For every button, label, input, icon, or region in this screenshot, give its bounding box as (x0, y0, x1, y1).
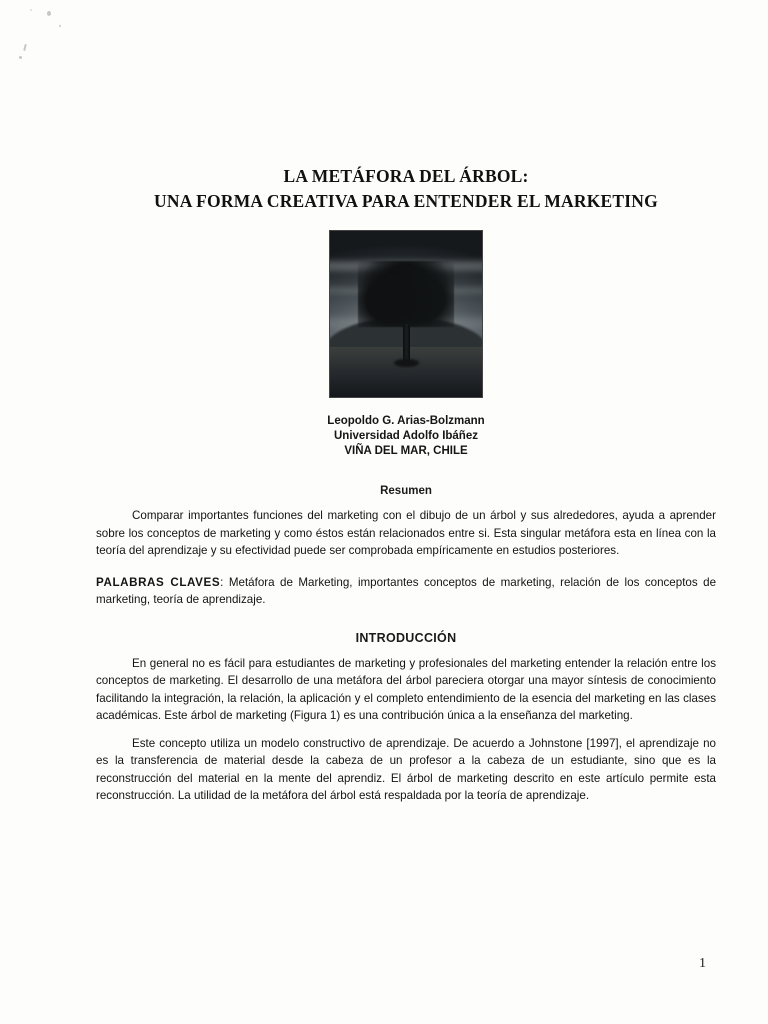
tree-photo-image (329, 230, 483, 398)
scan-speck (47, 11, 51, 16)
introduction-heading: INTRODUCCIÓN (355, 630, 457, 645)
author-affiliation: Universidad Adolfo Ibáñez (334, 430, 478, 442)
introduction-paragraph-1: En general no es fácil para estudiantes de marketing y profesionales del marketing entender la relación entre los conceptos de marketing. El desarrollo de una metáfora del árbol pareciera otorgar una mayor síntesis de conocimiento facilitando la integración, la relación, la aplicación y el completo entendimiento de la esencia del marketing en las clases académicas. Este árbol de marketing (Figura 1) es una contribución única a la enseñanza del marketing. (96, 656, 716, 722)
page-number: 1 (699, 956, 706, 971)
tree-trunk (403, 324, 410, 364)
scan-speck (59, 25, 61, 27)
keywords-paragraph (96, 574, 716, 609)
introduction-paragraph-2: Este concepto utiliza un modelo constructivo de aprendizaje. De acuerdo a Johnstone [1997], el aprendizaje no es la transferencia de material desde la cabeza de un profesor a la cabeza de un estudiante, sino que es la reconstrucción del material en la mente del aprendiz. El árbol de marketing descrito en este artículo permite esta reconstrucción. La utilidad de la metáfora del árbol está respaldada por la teoría de aprendizaje. (96, 736, 716, 802)
author-block (96, 414, 716, 459)
tree-canopy (358, 261, 454, 327)
keywords-label: PALABRAS CLAVES (96, 575, 221, 589)
title-line-1: LA METÁFORA DEL ÁRBOL: (283, 166, 529, 186)
document-content (96, 0, 716, 805)
figure-container (96, 230, 716, 398)
author-location: VIÑA DEL MAR, CHILE (344, 445, 468, 457)
title-line-2: UNA FORMA CREATIVA PARA ENTENDER EL MARKETING (154, 191, 658, 211)
abstract-text: Comparar importantes funciones del marketing con el dibujo de un árbol y sus alrededores, ayuda a aprender sobre los conceptos de marketing y como éstos están relacionados entre si. Esta singular metáfora esta en línea con la teoría del aprendizaje y su efectividad puede ser comprobada empíricamente en estudios posteriores. (96, 509, 716, 557)
paper-title (96, 164, 716, 214)
author-name: Leopoldo G. Arias-Bolzmann (327, 415, 485, 427)
scan-speck (19, 56, 22, 59)
keywords-text: : Metáfora de Marketing, importantes conceptos de marketing, relación de los conceptos de marketing, teoría de aprendizaje. (96, 575, 717, 606)
scan-speck (23, 44, 27, 51)
scan-speck (30, 9, 32, 11)
abstract-heading: Resumen (380, 485, 432, 497)
